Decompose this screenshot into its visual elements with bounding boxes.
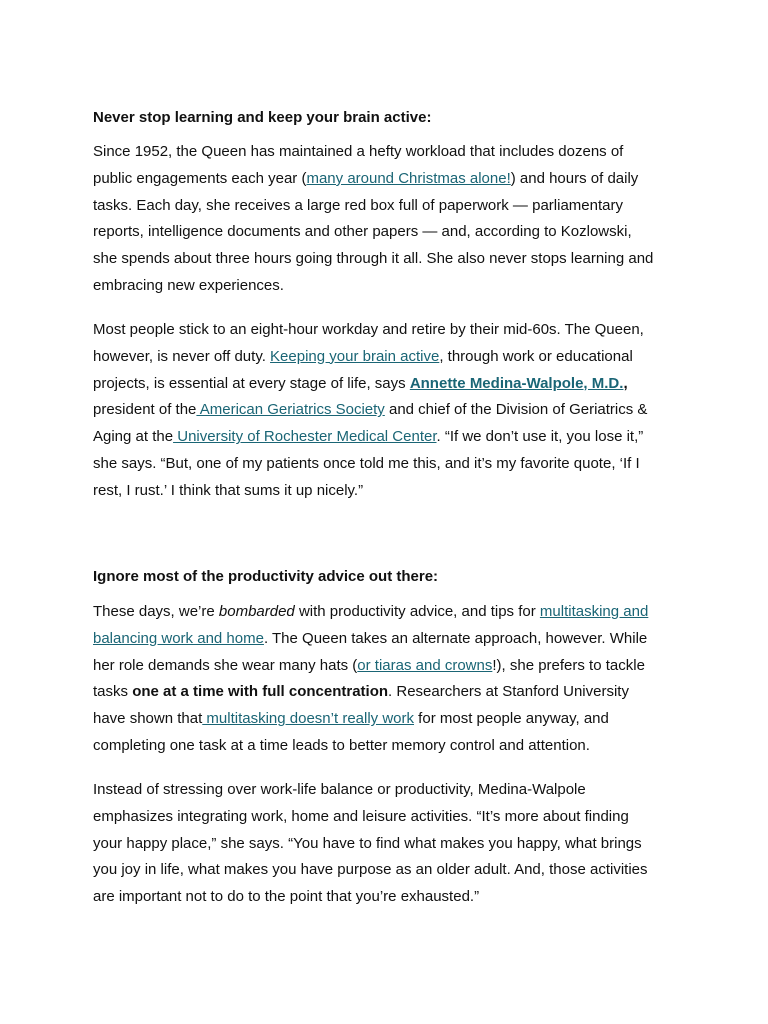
text-line: emphasizes integrating work, home and leisure activities. “It’s more about finding	[93, 807, 629, 825]
link-american-geriatrics-society[interactable]: American Geriatrics Society	[196, 401, 385, 419]
text-line: Since 1952, the Queen has maintained a hefty workload that includes dozens of	[93, 143, 624, 160]
link-multitasking-and[interactable]: multitasking and	[539, 603, 649, 620]
text-line: Most people stick to an eight-hour workday and retire by their mid-60s. The Queen,	[93, 321, 644, 338]
link-multitasking-doesnt-work[interactable]: multitasking doesn’t really work	[202, 710, 415, 728]
text-line: reports, intelligence documents and other papers — and, according to Kozlowski,	[93, 223, 632, 241]
text-line: balancing work and home. The Queen takes an alternate approach, however. While	[93, 629, 648, 647]
text-line: projects, is essential at every stage of life, says Annette Medina-Walpole, M.D.,	[93, 374, 628, 392]
text-line: have shown that multitasking doesn’t really work for most people anyway, and	[93, 710, 609, 728]
link-keeping-brain-active[interactable]: Keeping your brain active	[270, 347, 440, 365]
text-line: are important not to do to the point that you’re exhausted.”	[93, 888, 480, 906]
text-line: you joy in life, what makes you have purpose as an older adult. And, those activities	[93, 861, 648, 879]
paragraph-work-life-balance	[93, 777, 683, 911]
text-line: your happy place,” she says. “You have to find what makes you happy, what brings	[93, 834, 642, 852]
text-line: Aging at the University of Rochester Medical Center. “If we don’t use it, you lose it,”	[93, 428, 644, 446]
text-line: public engagements each year (many around Christmas alone!) and hours of daily	[93, 169, 639, 187]
text-line: tasks one at a time with full concentration. Researchers at Stanford University	[93, 683, 629, 701]
text-line: These days, we’re bombarded with productivity advice, and tips for multitasking and	[93, 603, 649, 620]
section-heading-productivity: Ignore most of the productivity advice out there:	[93, 568, 439, 585]
section-heading-brain-active: Never stop learning and keep your brain active:	[93, 109, 432, 126]
link-balancing-work-home[interactable]: balancing work and home	[93, 629, 264, 647]
text-line: however, is never off duty. Keeping your brain active, through work or educational	[93, 347, 633, 365]
text-line: she spends about three hours going through it all. She also never stops learning and	[93, 250, 654, 268]
paragraph-workload	[93, 139, 683, 300]
link-university-of-rochester[interactable]: University of Rochester Medical Center	[173, 428, 437, 446]
text-line: embracing new experiences.	[93, 276, 284, 294]
link-annette-medina-walpole[interactable]: Annette Medina-Walpole, M.D.	[409, 374, 624, 392]
text-line: she says. “But, one of my patients once told me this, and it’s my favorite quote, ‘If I	[93, 454, 640, 472]
link-tiaras-and-crowns[interactable]: or tiaras and crowns	[357, 656, 493, 674]
text-line: Instead of stressing over work-life balance or productivity, Medina-Walpole	[93, 781, 586, 798]
text-line: completing one task at a time leads to better memory control and attention.	[93, 736, 590, 754]
text-line: her role demands she wear many hats (or tiaras and crowns!), she prefers to tackle	[93, 656, 645, 674]
text-line: rest, I rust.’ I think that sums it up nicely.”	[93, 481, 364, 499]
paragraph-bombarded	[93, 599, 683, 760]
text-line: tasks. Each day, she receives a large red box full of paperwork — parliamentary	[93, 196, 623, 214]
text-line: president of the American Geriatrics Society and chief of the Division of Geriatrics &	[93, 401, 648, 419]
paragraph-never-off-duty	[93, 317, 683, 505]
link-christmas[interactable]: many around Christmas alone!	[306, 169, 511, 187]
